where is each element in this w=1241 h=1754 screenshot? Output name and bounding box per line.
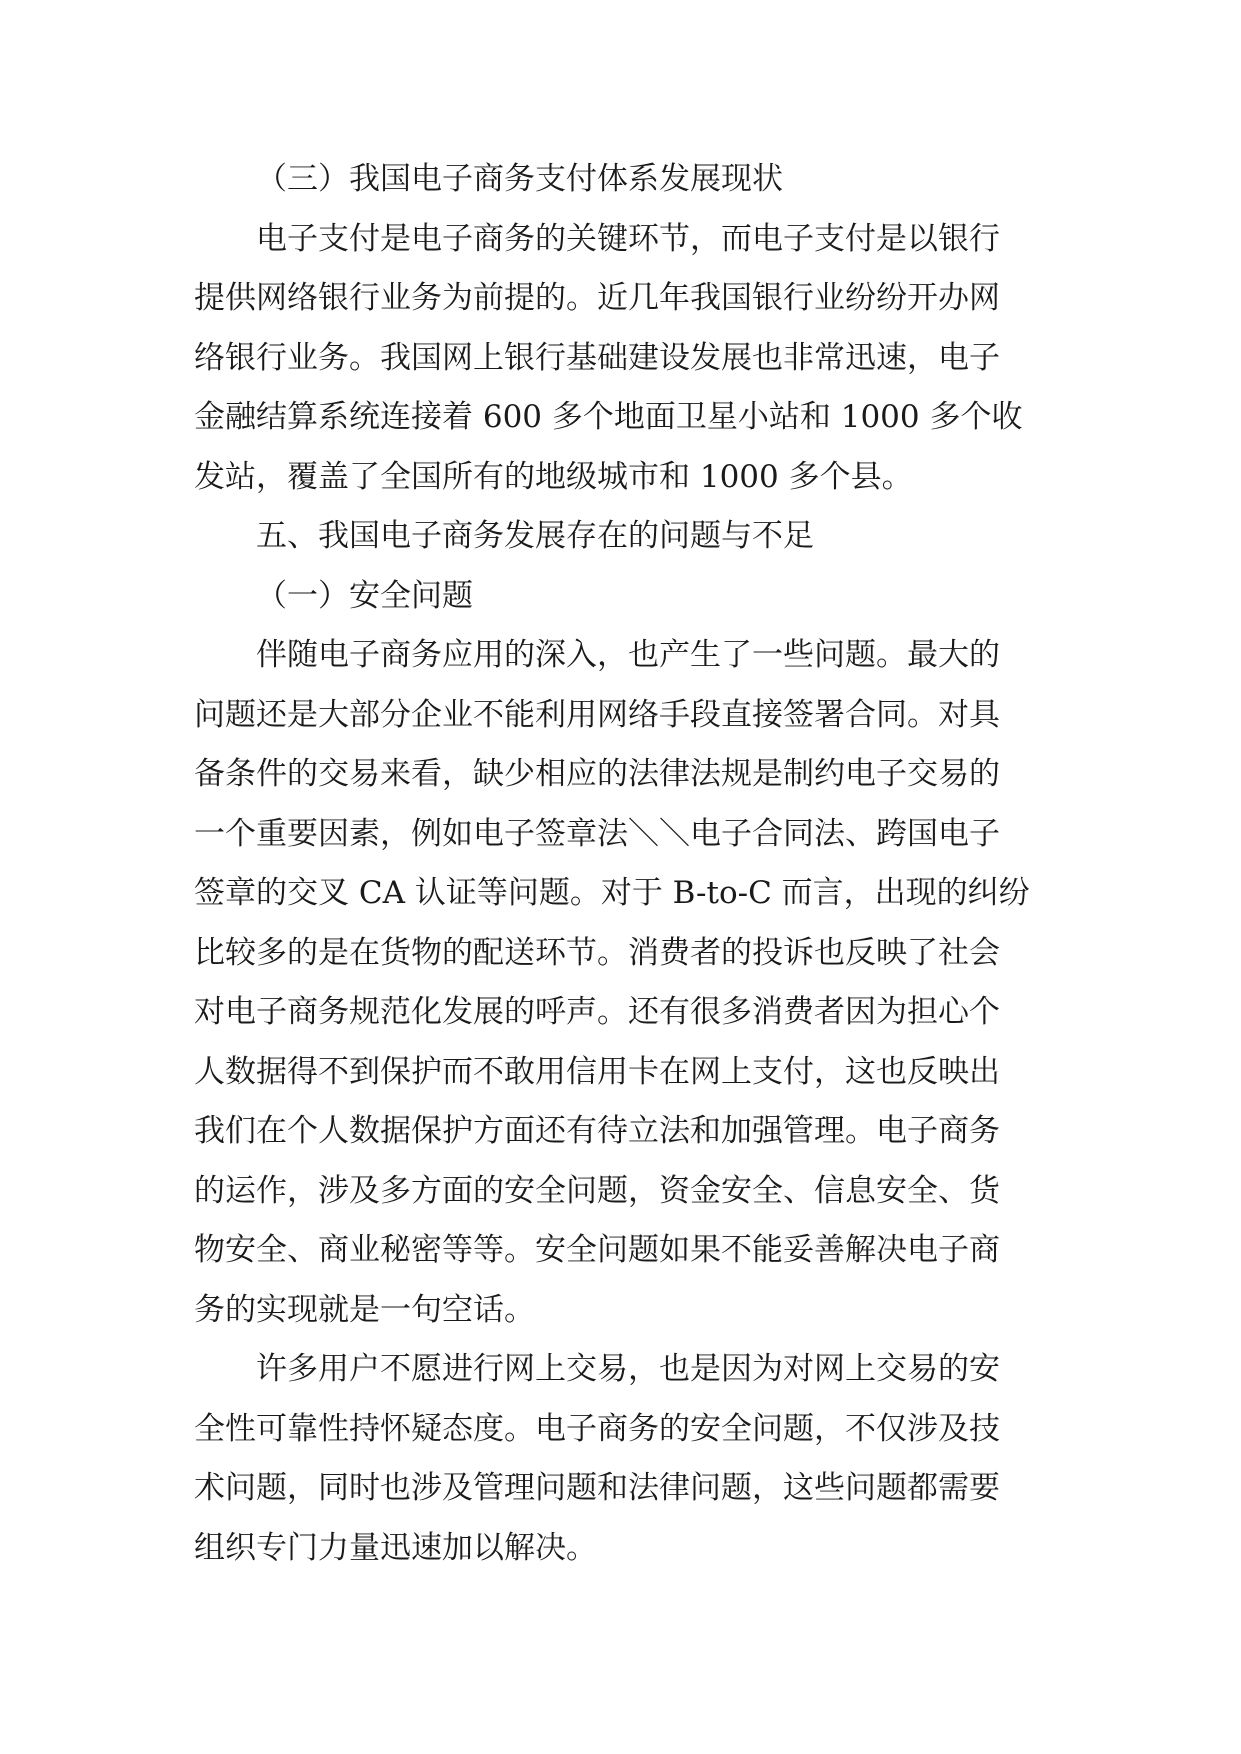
paragraph-line: 备条件的交易来看，缺少相应的法律法规是制约电子交易的 [194,756,1000,792]
subsection-heading-5-1: （一）安全问题 [256,577,473,614]
paragraph-line: 人数据得不到保护而不敢用信用卡在网上支付，这也反映出 [194,1053,1000,1090]
paragraph-line: 比较多的是在货物的配送环节。消费者的投诉也反映了社会 [194,934,1000,971]
paragraph-line: 一个重要因素，例如电子签章法＼＼电子合同法、跨国电子 [194,815,1000,852]
paragraph-line: 全性可靠性持怀疑态度。电子商务的安全问题，不仅涉及技 [194,1410,1000,1447]
paragraph-line: 问题还是大部分企业不能利用网络手段直接签署合同。对具 [194,696,1000,733]
paragraph-line: 金融结算系统连接着 600 多个地面卫星小站和 1000 多个收 [194,399,1023,435]
paragraph-line: 术问题，同时也涉及管理问题和法律问题，这些问题都需要 [194,1470,1000,1506]
paragraph-line: 伴随电子商务应用的深入，也产生了一些问题。最大的 [256,637,1000,673]
paragraph-line: 提供网络银行业务为前提的。近几年我国银行业纷纷开办网 [194,280,1000,316]
paragraph-security [194,626,1054,1340]
paragraph-line: 电子支付是电子商务的关键环节，而电子支付是以银行 [256,220,1000,257]
section-heading-3: （三）我国电子商务支付体系发展现状 [256,161,783,197]
document-page [194,150,1054,1578]
paragraph-line: 的运作，涉及多方面的安全问题，资金安全、信息安全、货 [194,1172,1000,1209]
paragraph-line: 对电子商务规范化发展的呼声。还有很多消费者因为担心个 [194,994,1000,1030]
section-heading-5: 五、我国电子商务发展存在的问题与不足 [256,518,814,554]
paragraph-line: 物安全、商业秘密等等。安全问题如果不能妥善解决电子商 [194,1232,1000,1268]
paragraph-line: 务的实现就是一句空话。 [194,1291,535,1328]
paragraph-users [194,1340,1054,1578]
paragraph-payment [194,210,1054,508]
paragraph-line: 发站，覆盖了全国所有的地级城市和 1000 多个县。 [194,458,913,495]
paragraph-line: 签章的交叉 CA 认证等问题。对于 B-to-C 而言，出现的纠纷 [194,875,1030,911]
paragraph-line: 许多用户不愿进行网上交易，也是因为对网上交易的安 [256,1351,1000,1387]
paragraph-line: 我们在个人数据保护方面还有待立法和加强管理。电子商务 [194,1113,1000,1149]
paragraph-line: 络银行业务。我国网上银行基础建设发展也非常迅速，电子 [194,339,1000,376]
paragraph-line: 组织专门力量迅速加以解决。 [194,1529,597,1566]
